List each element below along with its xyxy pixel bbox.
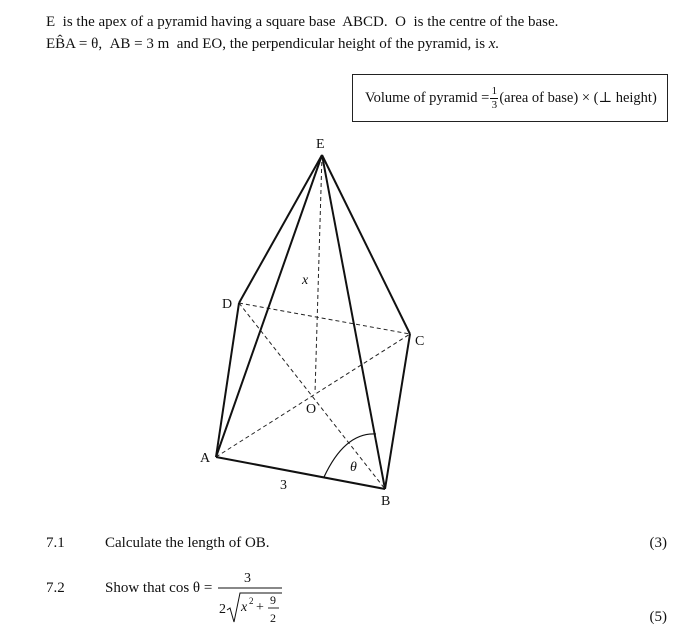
centre-label: O bbox=[395, 14, 406, 30]
fraction-numerator: 3 bbox=[244, 571, 251, 586]
vertex-label-O: O bbox=[306, 402, 317, 417]
root-variable-x: x bbox=[241, 600, 248, 615]
vertex-label-C: C bbox=[415, 334, 425, 349]
coefficient-2: 2 bbox=[219, 602, 226, 617]
question-text-7-1: Calculate the length of OB. bbox=[105, 535, 270, 551]
marks-7-2: (5) bbox=[649, 609, 667, 625]
side-length: AB = 3 m bbox=[109, 36, 170, 52]
edge-AD bbox=[216, 303, 239, 457]
height-label-x: x bbox=[302, 273, 309, 288]
edge-AB bbox=[216, 457, 385, 489]
formula-lhs: Volume of pyramid = bbox=[365, 89, 490, 106]
visible-edges bbox=[216, 155, 410, 489]
question-text-7-2: Show that cos θ = bbox=[105, 580, 213, 596]
height-definition: and EO, the perpendicular height of the pyramid, is bbox=[176, 36, 486, 52]
vertex-label-A: A bbox=[200, 451, 211, 466]
height-variable: x. bbox=[488, 36, 500, 52]
fraction-numerator: 1 bbox=[491, 84, 498, 97]
intro-text-end: is the centre of the base. bbox=[413, 14, 559, 30]
vertex-label-D: D bbox=[222, 297, 233, 312]
angle-definition: EB̂A = θ, bbox=[46, 36, 103, 52]
edge-ED bbox=[239, 155, 322, 303]
inner-fraction-denominator: 2 bbox=[270, 611, 276, 625]
cos-theta-fraction bbox=[216, 566, 288, 634]
apex-label: E bbox=[46, 14, 56, 30]
edge-EC bbox=[322, 155, 410, 334]
base-label: ABCD. bbox=[342, 14, 388, 30]
fraction-denominator: 3 bbox=[491, 98, 498, 111]
intro-text: is the apex of a pyramid having a square base bbox=[62, 14, 336, 30]
hidden-edges bbox=[216, 155, 410, 489]
height-EO bbox=[315, 155, 322, 393]
question-number-7-2: 7.2 bbox=[46, 580, 65, 596]
diagonal-AC bbox=[216, 334, 410, 457]
side-label-3: 3 bbox=[280, 478, 287, 493]
plus-sign: + bbox=[256, 600, 264, 615]
edge-BC bbox=[385, 334, 410, 489]
formula-rhs: (area of base) × (⊥ height) bbox=[499, 89, 657, 106]
vertex-label-B: B bbox=[381, 494, 391, 509]
vertex-label-E: E bbox=[316, 137, 325, 152]
angle-label-theta: θ bbox=[350, 460, 357, 475]
question-number-7-1: 7.1 bbox=[46, 535, 65, 551]
exponent-2: 2 bbox=[249, 596, 254, 606]
inner-fraction-numerator: 9 bbox=[270, 593, 276, 607]
marks-7-1: (3) bbox=[649, 535, 667, 551]
